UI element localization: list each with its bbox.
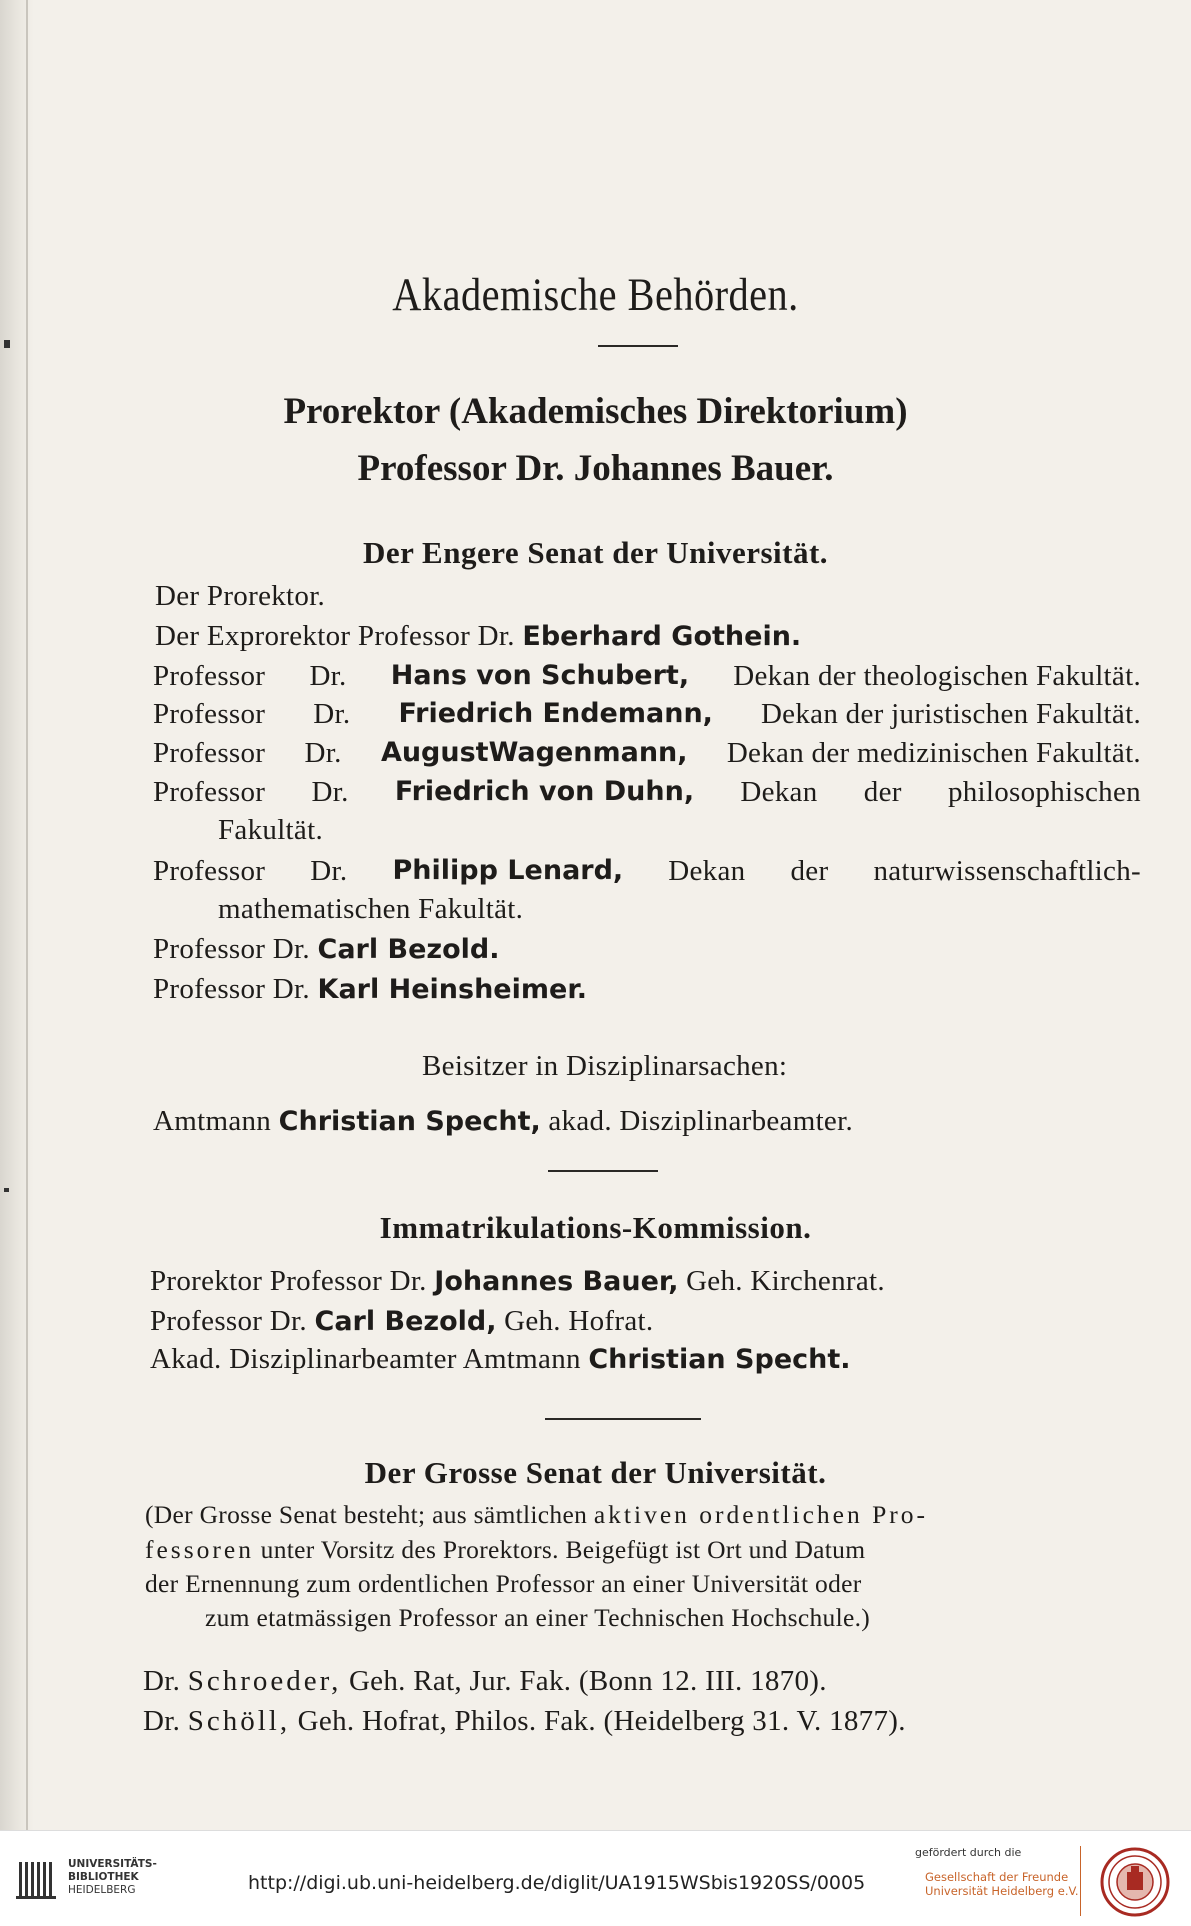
page-title: Akademische Behörden. bbox=[392, 269, 799, 321]
library-name-line: BIBLIOTHEK bbox=[68, 1871, 139, 1883]
member-title: Dr. bbox=[309, 660, 347, 692]
spine-mark bbox=[4, 340, 10, 348]
member-name: Friedrich Endemann, bbox=[398, 698, 713, 729]
prorektor-name: Professor Dr. Johannes Bauer. bbox=[357, 448, 834, 489]
member-role: der bbox=[790, 855, 829, 887]
list-item bbox=[150, 1265, 885, 1298]
member-name: Karl Heinsheimer. bbox=[317, 974, 588, 1005]
list-item bbox=[153, 1105, 853, 1138]
member-name: Friedrich von Duhn, bbox=[394, 776, 695, 807]
note-line: der Ernennung zum ordentlichen Professor an einer Universität oder bbox=[145, 1569, 862, 1598]
note-text: (Der Grosse Senat besteht; aus sämtlichen bbox=[145, 1500, 588, 1529]
note-text-spaced: fessoren bbox=[145, 1535, 254, 1564]
member-title: Professor bbox=[153, 698, 266, 730]
university-library-name bbox=[68, 1858, 157, 1897]
member-role: Dekan bbox=[668, 855, 746, 887]
page-spine bbox=[0, 0, 34, 1830]
sponsor-caption: gefördert durch die bbox=[915, 1846, 1022, 1859]
member-title: Dr. bbox=[143, 1665, 181, 1697]
list-item-continuation: mathematischen Fakultät. bbox=[218, 893, 524, 925]
list-item bbox=[153, 933, 500, 966]
beisitzer-subheading: Beisitzer in Disziplinarsachen: bbox=[422, 1050, 788, 1082]
member-role: akad. Disziplinarbeamter. bbox=[548, 1105, 854, 1137]
note-text-spaced: aktiven ordentlichen Pro- bbox=[593, 1500, 928, 1529]
member-title: Akad. Disziplinarbeamter Amtmann bbox=[150, 1343, 581, 1375]
note-line bbox=[145, 1535, 865, 1565]
list-item: Der Prorektor. bbox=[155, 580, 326, 612]
member-title: Professor bbox=[153, 737, 266, 769]
list-item bbox=[143, 1665, 827, 1698]
sponsor-name-line: Gesellschaft der Freunde bbox=[925, 1870, 1069, 1884]
library-name-line: HEIDELBERG bbox=[68, 1884, 136, 1896]
university-seal-icon bbox=[1096, 1846, 1174, 1918]
member-role: Geh. Hofrat, Philos. Fak. (Heidelberg 31. V. 1877). bbox=[297, 1705, 906, 1737]
member-name: Schöll, bbox=[187, 1705, 291, 1737]
list-item bbox=[153, 973, 587, 1006]
member-name: Christian Specht, bbox=[278, 1106, 541, 1137]
member-title: Professor bbox=[153, 776, 266, 808]
member-title: Dr. bbox=[304, 737, 342, 769]
member-name: Christian Specht. bbox=[588, 1344, 851, 1375]
member-name: Johannes Bauer, bbox=[434, 1266, 679, 1297]
list-item bbox=[153, 776, 1141, 809]
member-name: Eberhard Gothein. bbox=[522, 621, 802, 652]
member-title: Prorektor Professor Dr. bbox=[150, 1265, 427, 1297]
member-role: Geh. Rat, Jur. Fak. (Bonn 12. III. 1870). bbox=[348, 1665, 827, 1697]
member-role: Dekan der theologischen Fakultät. bbox=[733, 660, 1141, 692]
source-url-link[interactable]: http://digi.ub.uni-heidelberg.de/diglit/UA1915WSbis1920SS/0005 bbox=[248, 1872, 866, 1894]
member-role: Dekan der juristischen Fakultät. bbox=[760, 698, 1141, 730]
member-title: Dr. bbox=[311, 776, 349, 808]
engerer-senat-heading: Der Engere Senat der Universität. bbox=[362, 535, 829, 570]
section-divider bbox=[548, 1170, 658, 1172]
sponsor-name bbox=[925, 1870, 1079, 1898]
list-item bbox=[153, 698, 1141, 731]
library-name-line: UNIVERSITÄTS- bbox=[68, 1858, 157, 1870]
member-title: Professor Dr. bbox=[153, 933, 310, 965]
title-divider bbox=[598, 345, 678, 347]
list-item bbox=[153, 737, 1141, 770]
member-role: Dekan bbox=[740, 776, 818, 808]
member-name: Hans von Schubert, bbox=[390, 660, 690, 691]
member-title: Dr. bbox=[313, 698, 351, 730]
immatrikulation-heading: Immatrikulations-Kommission. bbox=[379, 1210, 812, 1245]
footer-divider bbox=[1080, 1846, 1081, 1916]
spine-mark bbox=[4, 1188, 9, 1192]
sponsor-name-line: Universität Heidelberg e.V. bbox=[925, 1884, 1079, 1898]
list-item bbox=[150, 1305, 653, 1338]
member-title: Der Exprorektor Professor Dr. bbox=[155, 620, 515, 652]
university-library-logo-icon bbox=[16, 1858, 56, 1900]
list-item bbox=[153, 660, 1141, 693]
section-divider bbox=[545, 1418, 701, 1420]
member-role: Geh. Hofrat. bbox=[504, 1305, 654, 1337]
prorektor-heading: Prorektor (Akademisches Direktorium) bbox=[283, 391, 908, 432]
grosser-senat-heading: Der Grosse Senat der Universität. bbox=[364, 1455, 827, 1490]
note-line: zum etatmässigen Professor an einer Technischen Hochschule.) bbox=[205, 1603, 871, 1632]
list-item bbox=[153, 855, 1141, 888]
member-title: Professor Dr. bbox=[153, 973, 310, 1005]
note-line bbox=[145, 1500, 928, 1530]
member-role: naturwissenschaftlich- bbox=[873, 855, 1141, 887]
member-name: Carl Bezold. bbox=[317, 934, 500, 965]
list-item bbox=[155, 620, 801, 653]
list-item-continuation: Fakultät. bbox=[218, 814, 323, 846]
list-item bbox=[150, 1343, 851, 1376]
note-text: unter Vorsitz des Prorektors. Beigefügt ist Ort und Datum bbox=[260, 1535, 866, 1564]
member-title: Amtmann bbox=[153, 1105, 272, 1137]
member-name: Carl Bezold, bbox=[314, 1306, 497, 1337]
member-name: Philipp Lenard, bbox=[392, 855, 624, 886]
member-title: Professor bbox=[153, 660, 266, 692]
member-role: der bbox=[863, 776, 902, 808]
member-role: Dekan der medizinischen Fakultät. bbox=[726, 737, 1141, 769]
spine-edge-line bbox=[26, 0, 28, 1830]
member-title: Dr. bbox=[143, 1705, 181, 1737]
member-role: philosophischen bbox=[947, 776, 1141, 808]
member-name: Schroeder, bbox=[187, 1665, 342, 1697]
list-item bbox=[143, 1705, 906, 1738]
member-title: Professor Dr. bbox=[150, 1305, 307, 1337]
member-role: Geh. Kirchenrat. bbox=[686, 1265, 885, 1297]
member-title: Professor bbox=[153, 855, 266, 887]
member-title: Dr. bbox=[310, 855, 348, 887]
member-name: AugustWagenmann, bbox=[380, 737, 688, 768]
